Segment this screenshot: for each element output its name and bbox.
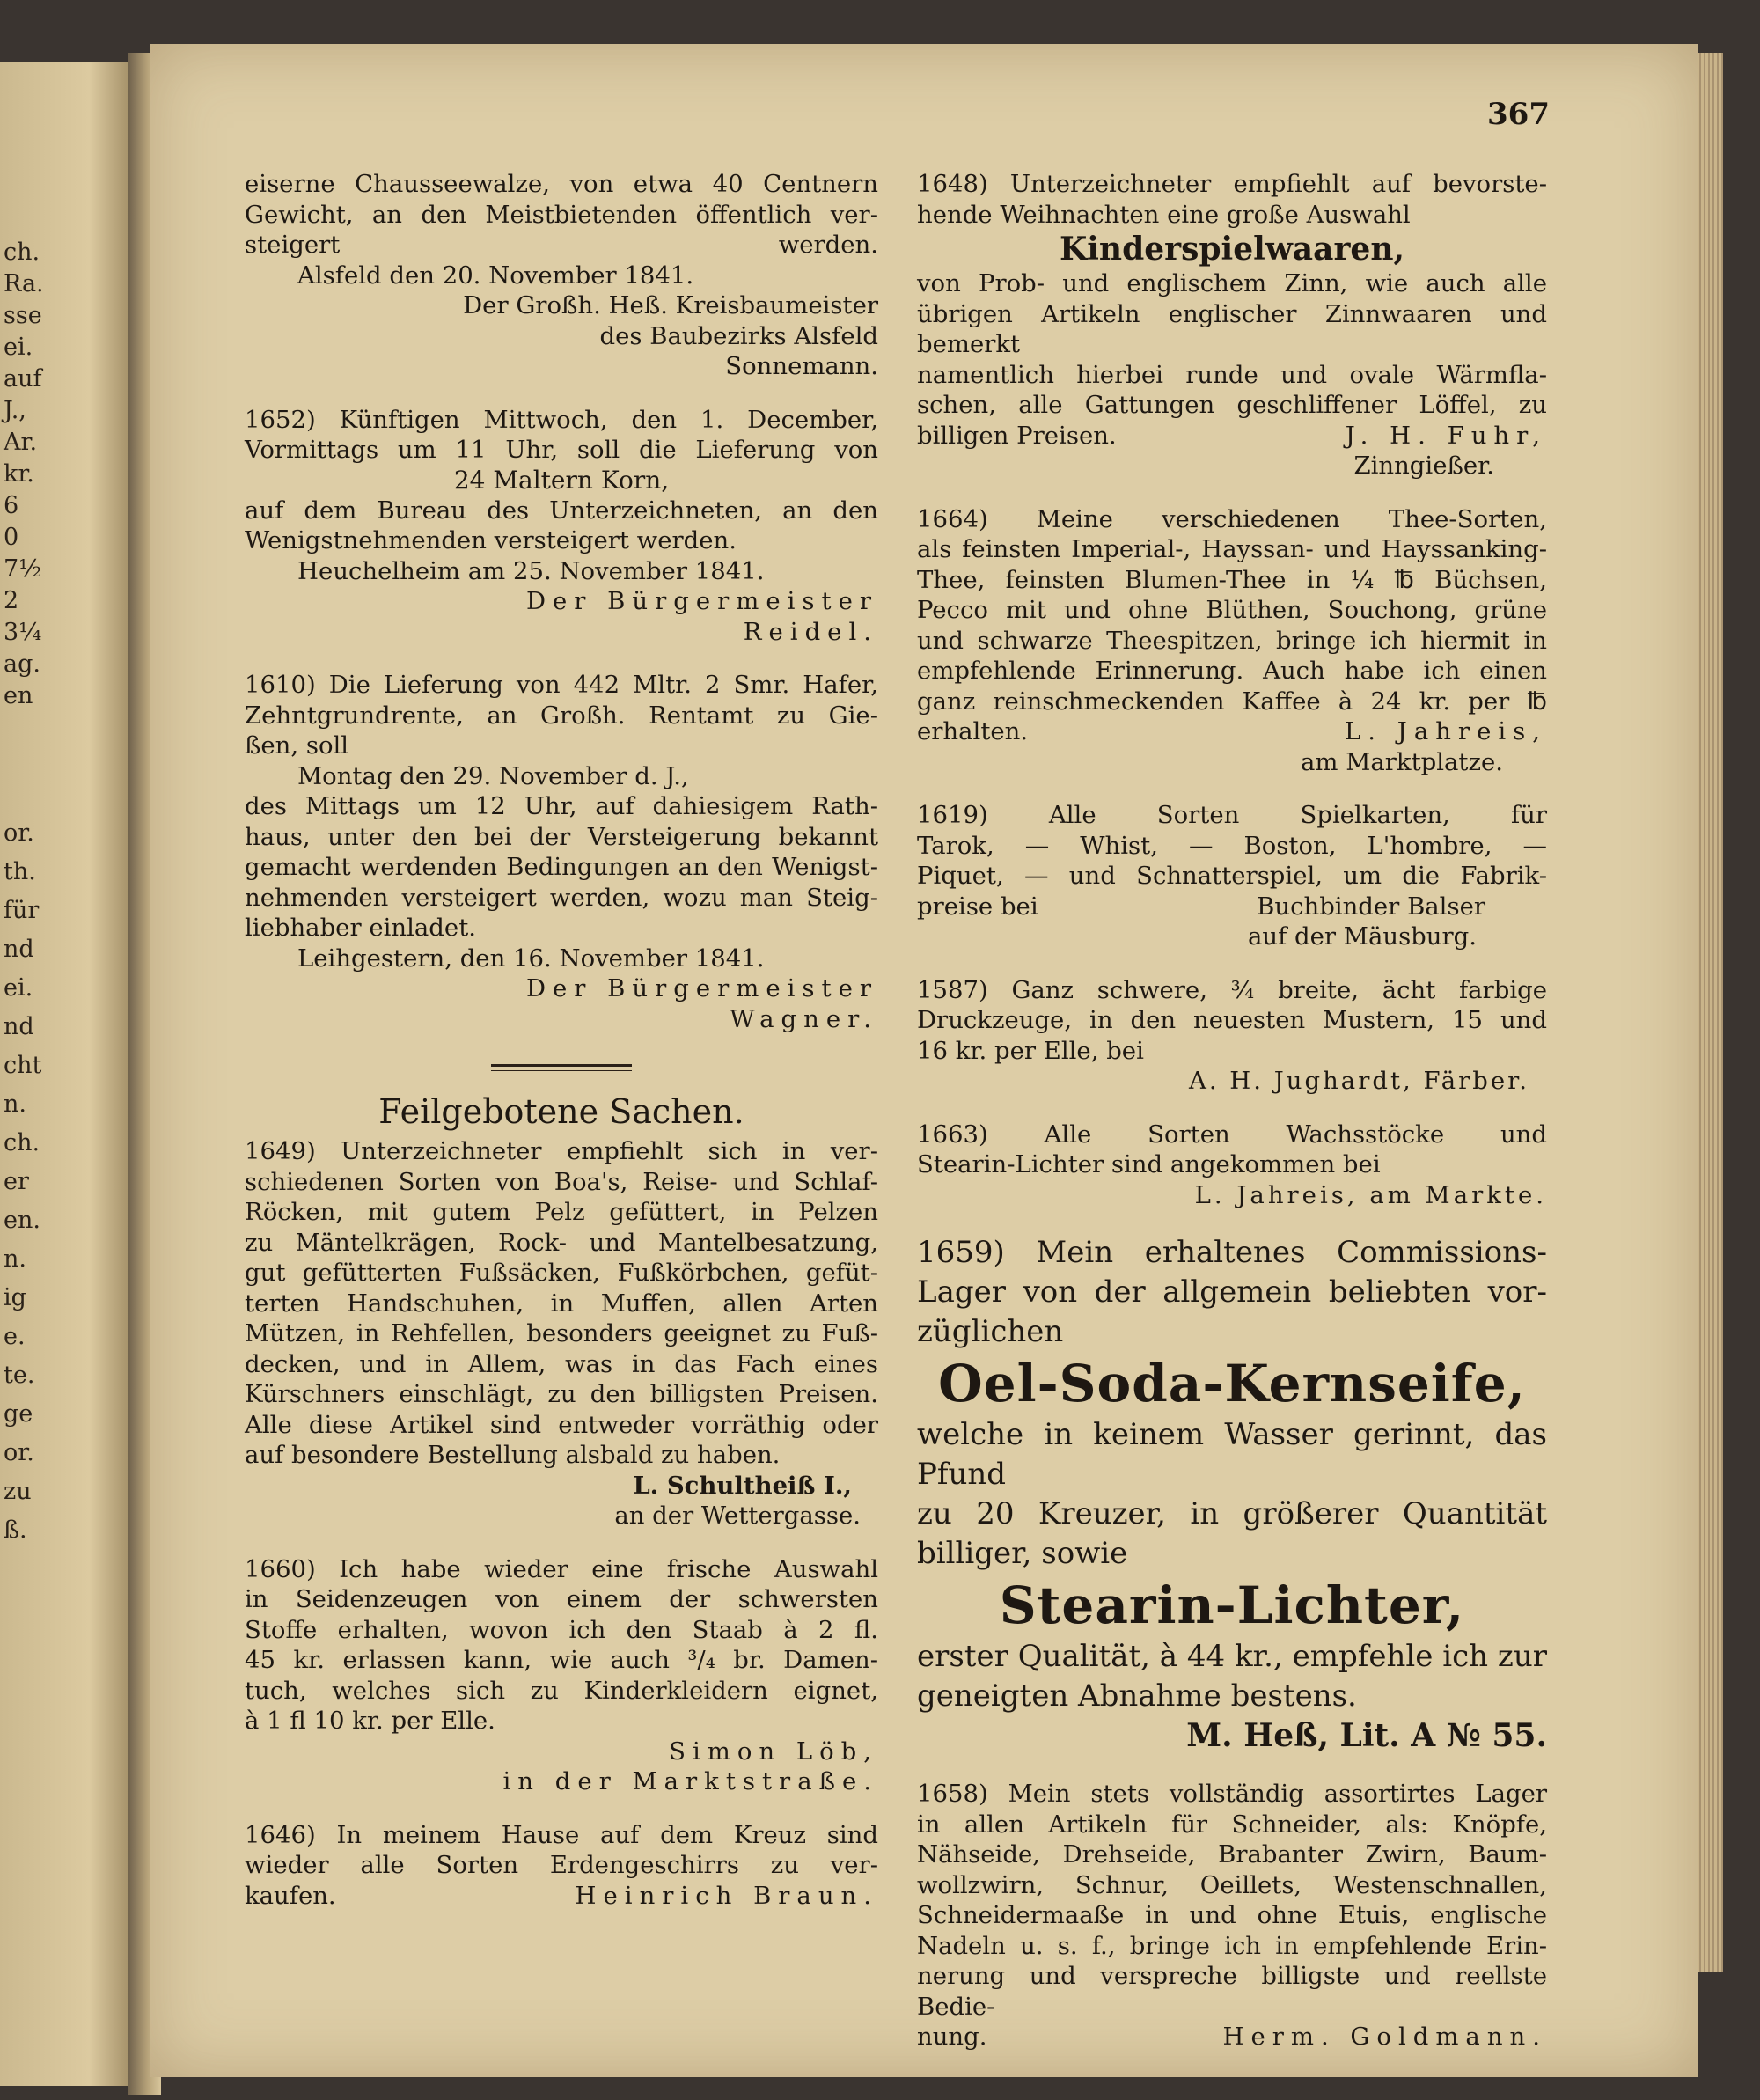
margin-fragment: Ra. <box>4 270 44 297</box>
text-line: gut gefütterten Fußsäcken, Fußkörbchen, gefüt- <box>245 1259 878 1287</box>
notice-last-line <box>917 892 1547 922</box>
text-line: Stoffe erhalten, wovon ich den Staab à 2 fl. <box>245 1615 878 1644</box>
text-line: Lager von der allgemein beliebten vor- <box>917 1274 1547 1310</box>
text-line: à 1 fl 10 kr. per Elle. <box>245 1707 495 1735</box>
margin-fragment: 0 <box>4 524 19 551</box>
notice-line: des Mittags um 12 Uhr, auf dahiesigem Rath- <box>245 792 878 820</box>
text-line: 1664) Meine verschiedenen Thee-Sorten, <box>917 504 1547 533</box>
notice-1658 <box>917 1779 1547 2052</box>
notice-text <box>917 169 1547 230</box>
notice-line: 24 Maltern Korn, <box>453 465 670 495</box>
left-column <box>245 169 878 1934</box>
text-line: des Baubezirks Alsfeld <box>599 321 878 350</box>
notice-signature: L. Jahreis, am Markte. <box>1194 1180 1547 1209</box>
text-line: in allen Artikeln für Schneider, als: Knöpfe, <box>917 1810 1547 1839</box>
notice-date: Leihgestern, den 16. November 1841. <box>297 944 765 973</box>
notice-1664 <box>917 504 1547 778</box>
text-line: eiserne Chausseewalze, von etwa 40 Centnern <box>245 170 878 198</box>
text-line: ganz reinschmeckenden Kaffee à 24 kr. per ℔ <box>917 687 1547 716</box>
notice-signature: Buchbinder Balser <box>1257 892 1485 921</box>
text-line: Nähseide, Drehseide, Brabanter Zwirn, Baum- <box>917 1840 1547 1869</box>
text-line: 16 kr. per Elle, bei <box>917 1036 1144 1065</box>
text-line: und schwarze Theespitzen, bringe ich hiermit in <box>917 626 1547 655</box>
text-line: steigert werden. <box>245 231 878 259</box>
notice-line: haus, unter den bei der Versteigerung bekannt <box>245 822 878 851</box>
notice-1652 <box>245 405 878 648</box>
notice-line: liebhaber einladet. <box>245 914 476 942</box>
notice-chausseewalze <box>245 169 878 382</box>
notice-signature: L. Jahreis, <box>1345 717 1547 745</box>
margin-fragment: cht <box>4 1052 42 1079</box>
text-line: in der Marktstraße. <box>502 1767 878 1795</box>
text-line: Stearin-Lichter sind angekommen bei <box>917 1150 1381 1178</box>
notice-1649 <box>245 1136 878 1531</box>
margin-fragment: e. <box>4 1323 26 1350</box>
text-line: Der Bürgermeister <box>525 974 878 1002</box>
margin-fragment: 7½ <box>4 555 42 583</box>
notice-signature: an der Wettergasse. <box>614 1502 861 1530</box>
notice-signature: A. H. Jughardt, Färber. <box>1188 1067 1529 1095</box>
text-line: zu Mäntelkrägen, Rock- und Mantelbesatzung, <box>245 1228 878 1257</box>
notice-last-line <box>917 716 1547 747</box>
margin-fragment: ß. <box>4 1516 27 1544</box>
notice-text: preise bei <box>917 892 1038 921</box>
margin-fragment: zu <box>4 1478 32 1505</box>
margin-fragment: ag. <box>4 650 40 678</box>
text-line: 1649) Unterzeichneter empfiehlt sich in ver- <box>245 1137 878 1165</box>
text-line: 1619) Alle Sorten Spielkarten, für <box>917 801 1547 829</box>
text-line: 1648) Unterzeichneter empfiehlt auf bevorste- <box>917 170 1547 198</box>
margin-fragment: nd <box>4 936 34 963</box>
notice-text <box>245 1136 878 1471</box>
notice-signature <box>245 586 878 647</box>
notice-1610 <box>245 670 878 1034</box>
margin-fragment: ei. <box>4 334 33 361</box>
notice-text: kaufen. <box>245 1881 336 1910</box>
notice-1659 <box>917 1233 1547 1756</box>
text-line: übrigen Artikeln englischer Zinnwaaren und bemerkt <box>917 299 1547 358</box>
notice-1660 <box>245 1554 878 1797</box>
text-line: terten Handschuhen, in Muffen, allen Arten <box>245 1289 878 1318</box>
margin-fragment: ch. <box>4 239 40 266</box>
text-line: zu 20 Kreuzer, in größerer Quantität <box>917 1496 1547 1531</box>
text-line: decken, und in Allem, was in das Fach eines <box>245 1349 878 1378</box>
text-line: Tarok, — Whist, — Boston, L'hombre, — <box>917 831 1547 860</box>
notice-text <box>917 975 1547 1067</box>
notice-date: Alsfeld den 20. November 1841. <box>297 261 694 290</box>
margin-fragment: n. <box>4 1090 26 1118</box>
notice-text <box>917 1637 1547 1716</box>
text-line: geneigten Abnahme bestens. <box>917 1678 1357 1714</box>
notice-line: Zehntgrundrente, an Großh. Rentamt zu Gie- <box>245 701 878 730</box>
margin-fragment: te. <box>4 1362 35 1389</box>
notice-signature <box>245 973 878 1034</box>
text-line: Thee, feinsten Blumen-Thee in ¼ ℔ Büchsen, <box>917 565 1547 594</box>
text-line: nerung und verspreche billigste und reellste Bedie- <box>917 1962 1547 2021</box>
notice-line: 1652) Künftigen Mittwoch, den 1. December, <box>245 405 878 434</box>
margin-fragment: ch. <box>4 1129 40 1156</box>
margin-fragment: für <box>4 897 40 924</box>
notice-last-line <box>245 1881 878 1912</box>
section-heading: Feilgebotene Sachen. <box>378 1092 744 1131</box>
notice-text <box>917 1120 1547 1180</box>
text-line: 1646) In meinem Hause auf dem Kreuz sind <box>245 1820 878 1849</box>
notice-headline: Kinderspielwaaren, <box>1059 231 1405 268</box>
margin-fragment: nd <box>4 1013 34 1040</box>
text-line: Reidel. <box>743 617 878 646</box>
notice-text <box>917 1779 1547 2022</box>
text-line: in Seidenzeugen von einem der schwersten <box>245 1585 878 1613</box>
text-line: Kürschners einschlägt, zu den billigsten Preisen. <box>245 1380 878 1408</box>
notice-date: Heuchelheim am 25. November 1841. <box>297 556 765 585</box>
text-line: erster Qualität, à 44 kr., empfehle ich zur <box>917 1639 1547 1674</box>
notice-text <box>917 1415 1547 1574</box>
margin-fragment: or. <box>4 819 34 847</box>
margin-fragment: ig <box>4 1284 26 1311</box>
text-line: Gewicht, an den Meistbietenden öffentlich ver- <box>245 200 878 229</box>
notice-signature <box>245 290 878 382</box>
margin-fragment: or. <box>4 1439 34 1466</box>
notice-signature: am Marktplatze. <box>1301 747 1503 776</box>
margin-fragment: sse <box>4 302 42 329</box>
margin-fragment: 6 <box>4 492 19 519</box>
notice-1619 <box>917 800 1547 952</box>
text-line: von Prob- und englischem Zinn, wie auch alle <box>917 269 1547 297</box>
notice-signature: M. Heß, Lit. A № 55. <box>1186 1717 1547 1754</box>
text-line: Sonnemann. <box>725 352 878 380</box>
notice-text <box>917 268 1547 421</box>
text-line: namentlich hierbei runde und ovale Wärmfla- <box>917 360 1547 389</box>
text-line: Piquet, — und Schnatterspiel, um die Fabrik- <box>917 862 1547 890</box>
notice-line: gemacht werdenden Bedingungen an den Wenigst- <box>245 853 878 881</box>
text-line: wieder alle Sorten Erdengeschirrs zu ver- <box>245 1851 878 1879</box>
notice-line: nehmenden versteigert werden, wozu man Steig- <box>245 883 878 912</box>
text-line: wollzwirn, Schnur, Oeillets, Westenschnallen, <box>917 1870 1547 1899</box>
margin-fragment: auf <box>4 365 42 393</box>
right-column <box>917 169 1547 2075</box>
text-line: 1587) Ganz schwere, ¾ breite, ächt farbige <box>917 975 1547 1004</box>
text-line: Der Großh. Heß. Kreisbaumeister <box>463 291 878 319</box>
notice-last-line <box>917 421 1547 452</box>
notice-signature: auf der Mäusburg. <box>1248 922 1477 951</box>
notice-last-line <box>917 2022 1547 2052</box>
notice-headline: Oel-Soda-Kernseife, <box>938 1354 1526 1413</box>
margin-fragment: en <box>4 682 33 709</box>
notice-signature: J. H. Fuhr, <box>1345 421 1547 450</box>
text-line: empfehlende Erinnerung. Auch habe ich einen <box>917 657 1547 685</box>
text-line: 1660) Ich habe wieder eine frische Auswahl <box>245 1554 878 1583</box>
text-line: Röcken, mit gutem Pelz gefüttert, in Pelzen <box>245 1198 878 1226</box>
notice-line: Montag den 29. November d. J., <box>297 761 689 790</box>
text-line: Alle diese Artikel sind entweder vorräthig oder <box>245 1410 878 1439</box>
notice-text: erhalten. <box>917 717 1029 745</box>
notice-text <box>245 169 878 261</box>
section-rule <box>491 1064 632 1071</box>
notice-text: billigen Preisen. <box>917 421 1117 450</box>
text-line: Druckzeuge, in den neuesten Mustern, 15 und <box>917 1006 1547 1034</box>
notice-1648 <box>917 169 1547 481</box>
text-line: 1663) Alle Sorten Wachsstöcke und <box>917 1120 1547 1149</box>
notice-line: Wenigstnehmenden versteigert werden. <box>245 526 737 554</box>
text-line: schen, alle Gattungen geschliffener Löffel, zu <box>917 391 1547 419</box>
notice-signature: Herm. Goldmann. <box>1222 2023 1547 2051</box>
notice-text <box>917 800 1547 892</box>
notice-text: nung. <box>917 2023 987 2051</box>
text-line: Mützen, in Rehfellen, besonders geeignet zu Fuß- <box>245 1319 878 1347</box>
margin-fragment: ge <box>4 1400 33 1428</box>
margin-fragment: 3¼ <box>4 619 42 646</box>
text-line: 1658) Mein stets vollständig assortirtes Lager <box>917 1780 1547 1808</box>
text-line: tuch, welches sich zu Kinderkleidern eignet, <box>245 1676 878 1705</box>
notice-text <box>917 1233 1547 1352</box>
notice-line: Vormittags um 11 Uhr, soll die Lieferung von <box>245 436 878 464</box>
notice-signature: Heinrich Braun. <box>575 1881 878 1910</box>
notice-signature: L. Schultheiß I., <box>633 1471 852 1500</box>
notice-headline: Stearin-Lichter, <box>999 1575 1465 1635</box>
notice-line: ßen, soll <box>245 731 349 760</box>
notice-text <box>245 1554 878 1737</box>
text-line: auf besondere Bestellung alsbald zu haben. <box>245 1441 781 1469</box>
notice-line: 1610) Die Lieferung von 442 Mltr. 2 Smr. Hafer, <box>245 671 878 699</box>
page-number: 367 <box>1487 97 1550 132</box>
text-line: Simon Löb, <box>669 1737 878 1766</box>
notice-text <box>917 504 1547 717</box>
margin-fragment: J., <box>4 397 26 424</box>
notice-signature <box>245 1737 878 1797</box>
text-line: hende Weihnachten eine große Auswahl <box>917 200 1411 229</box>
text-line: 1659) Mein erhaltenes Commissions- <box>917 1235 1547 1270</box>
text-line: welche in keinem Wasser gerinnt, das Pfund <box>917 1417 1547 1492</box>
notice-1663 <box>917 1120 1547 1211</box>
margin-fragment: 2 <box>4 587 19 614</box>
margin-fragment: kr. <box>4 460 34 488</box>
text-line: Der Bürgermeister <box>525 587 878 615</box>
text-line: billiger, sowie <box>917 1536 1128 1571</box>
text-line: Nadeln u. s. f., bringe ich in empfehlende Erin- <box>917 1931 1547 1960</box>
margin-fragment: ei. <box>4 974 33 1002</box>
margin-fragment: n. <box>4 1245 26 1273</box>
margin-fragment: Ar. <box>4 429 38 456</box>
text-line: Schneidermaaße in und ohne Etuis, englische <box>917 1901 1547 1929</box>
text-line: als feinsten Imperial-, Hayssan- und Hayssanking- <box>917 535 1547 563</box>
notice-line: auf dem Bureau des Unterzeichneten, an den <box>245 496 878 525</box>
notice-text <box>245 1820 878 1881</box>
text-line: Wagner. <box>730 1004 878 1033</box>
notice-signature: Zinngießer. <box>1353 452 1494 480</box>
notice-1587 <box>917 975 1547 1097</box>
notice-1646 <box>245 1820 878 1912</box>
margin-fragment: th. <box>4 858 36 885</box>
text-line: 45 kr. erlassen kann, wie auch ³/₄ br. Damen- <box>245 1646 878 1674</box>
text-line: züglichen <box>917 1314 1064 1349</box>
text-line: schiedenen Sorten von Boa's, Reise- und Schlaf- <box>245 1167 878 1196</box>
margin-fragment: en. <box>4 1207 40 1234</box>
margin-fragment: er <box>4 1168 29 1195</box>
text-line: Pecco mit und ohne Blüthen, Souchong, grüne <box>917 596 1547 624</box>
